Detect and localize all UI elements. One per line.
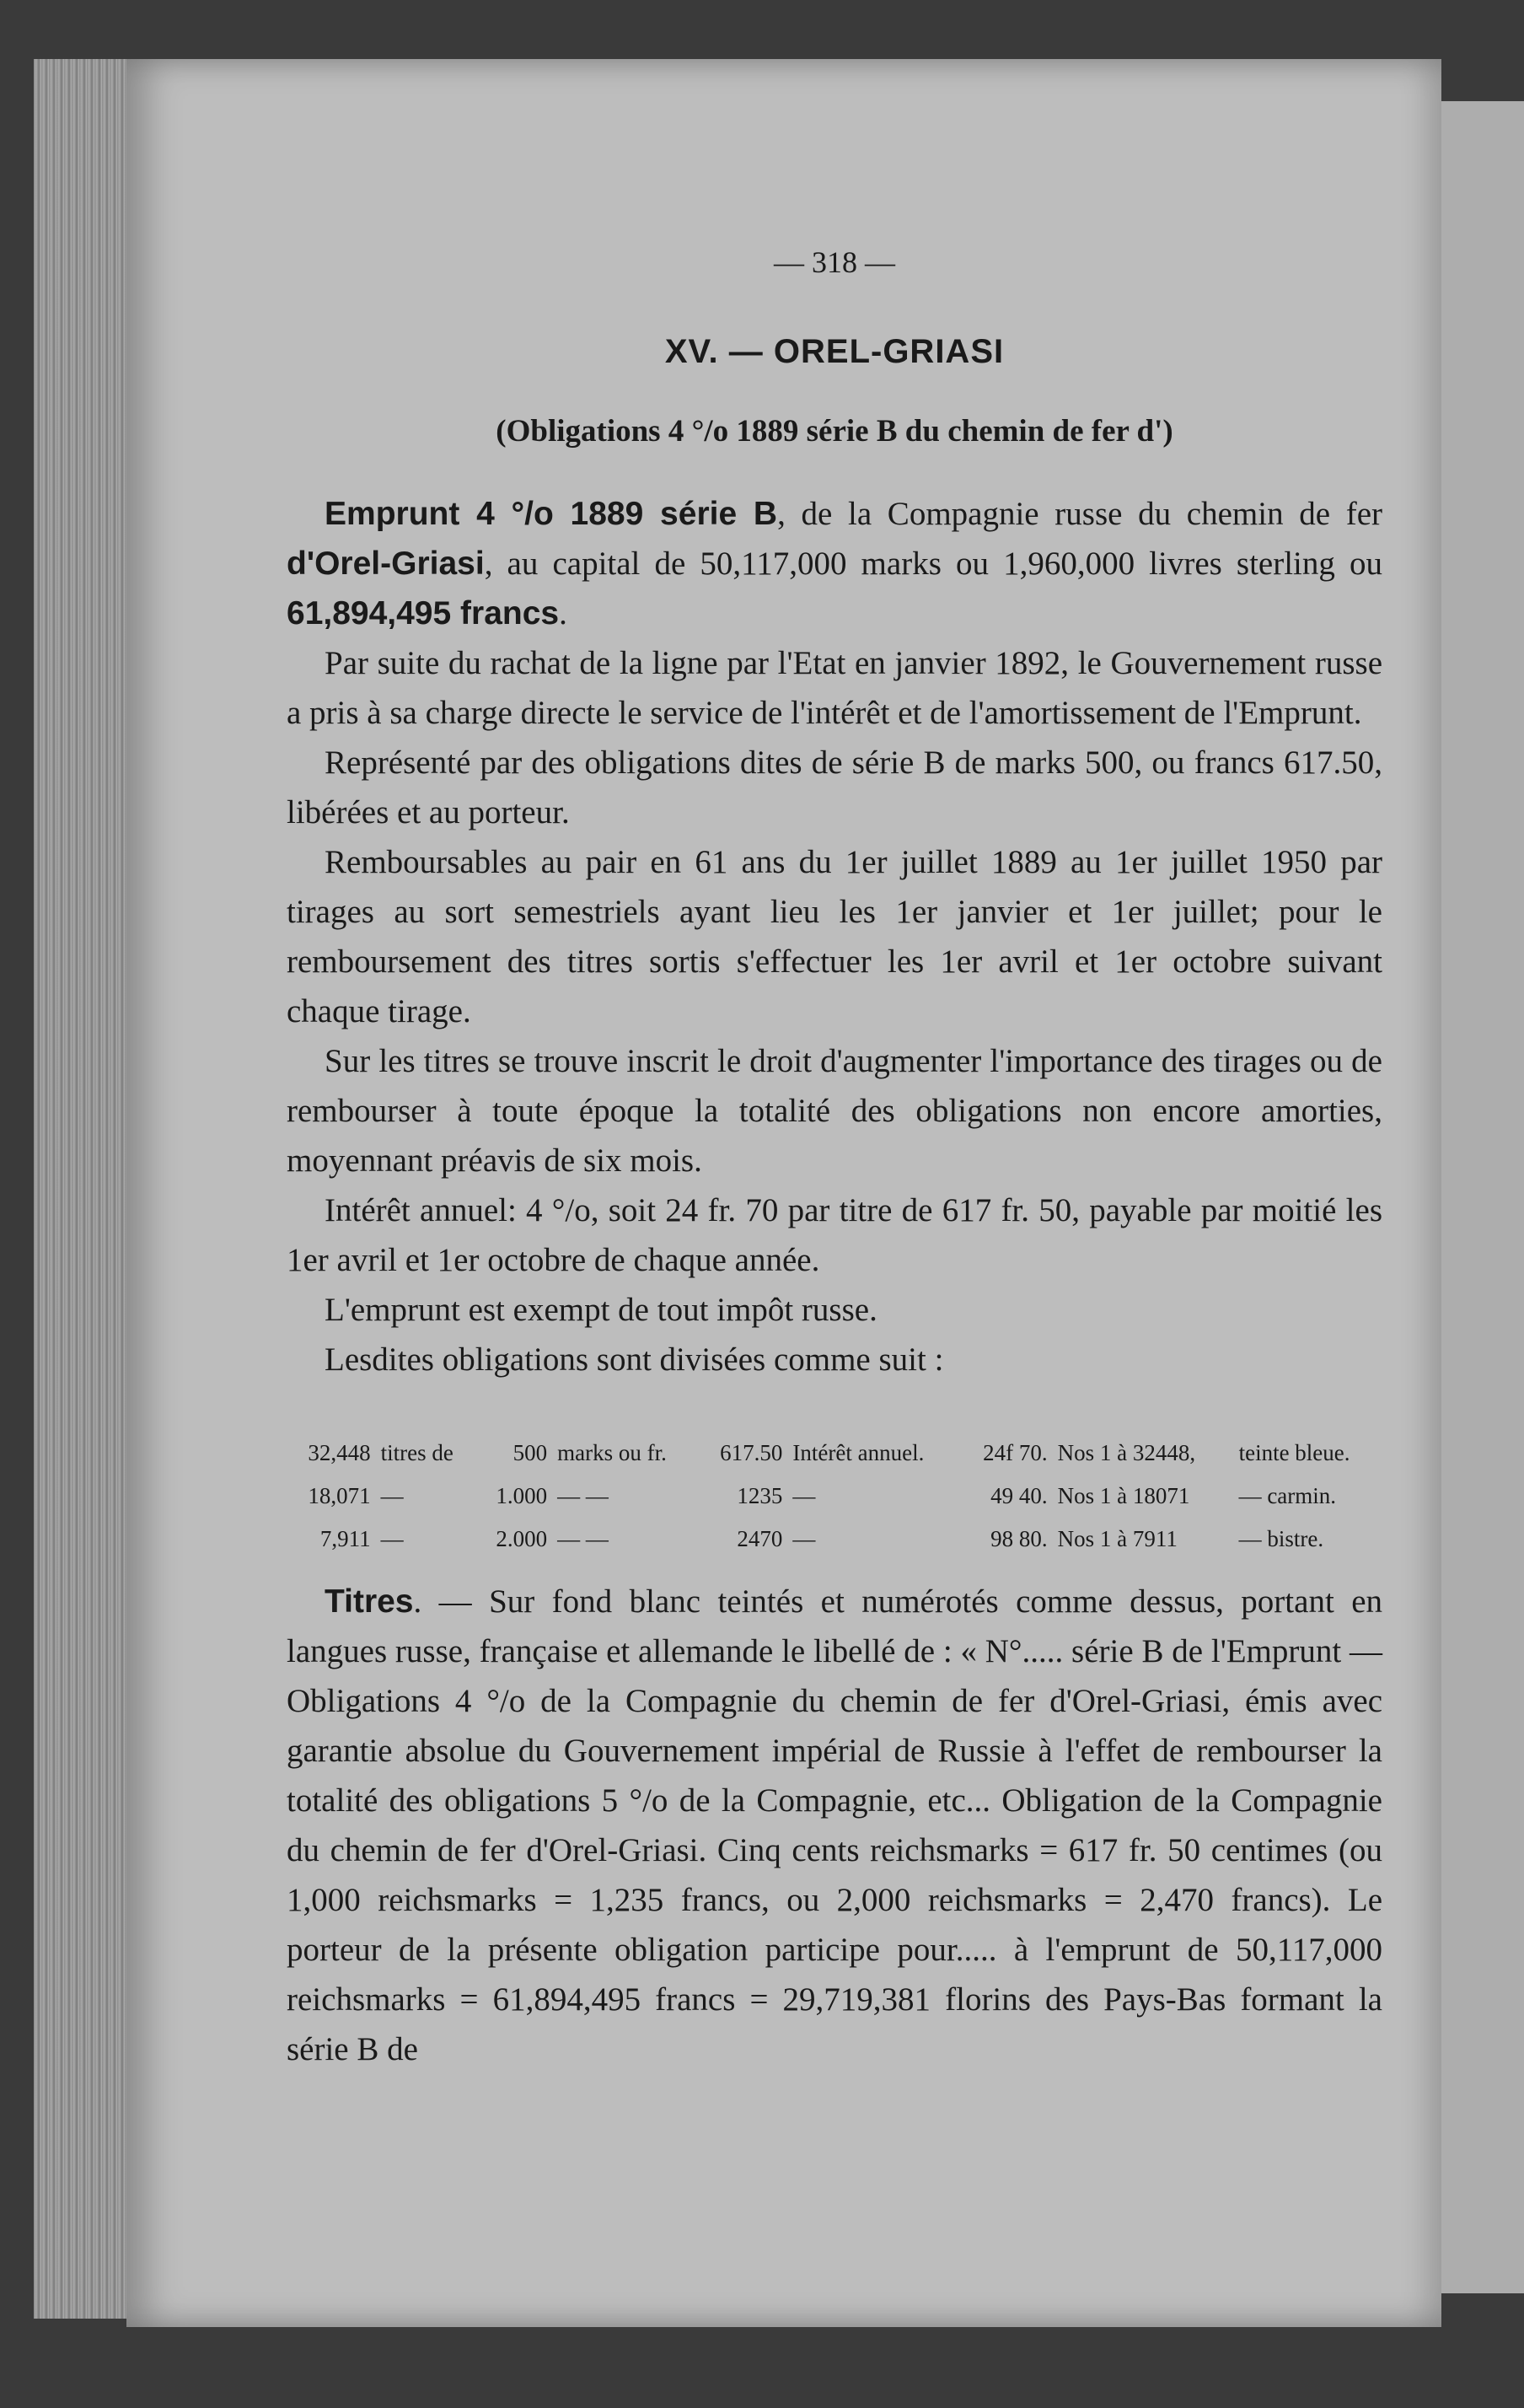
table-cell: marks ou fr. xyxy=(557,1440,667,1465)
table-cell: teinte bleue. xyxy=(1238,1440,1350,1465)
table-cell: 1.000 xyxy=(496,1483,548,1508)
paragraph-titres xyxy=(287,1577,1382,2074)
table-cell: 7,911 xyxy=(319,1526,371,1551)
paragraph-remboursables: Remboursables au pair en 61 ans du 1er juillet 1889 au 1er juillet 1950 par tirages au sort semestriels ayant lieu les 1er janvier et 1er juillet; pour le remboursement des titres sortis s'effectuer les 1er avril et 1er octobre suivant chaque tirage. xyxy=(287,844,1382,1029)
table-cell: — xyxy=(792,1483,816,1508)
table-cell: — — xyxy=(557,1483,609,1508)
book-page-edges xyxy=(34,59,135,2319)
book-page xyxy=(126,59,1441,2327)
table-cell: Intérêt annuel. xyxy=(792,1440,925,1465)
table-cell: — — xyxy=(557,1526,609,1551)
titres-text: . — Sur fond blanc teintés et numérotés comme dessus, portant en langues russe, française et allemande le libellé de : « N°..... série B de l'Emprunt — Obligations 4 °/o de la Compagnie du chemin de fer d'Orel-Griasi, émis avec garantie absolue du Gouvernement impérial de Russie à l'effet de rembourser la totalité des obligations 5 °/o de la Compagnie, etc... Obligation de la Compagnie du chemin de fer d'Orel-Griasi. Cinq cents reichsmarks = 617 fr. 50 centimes (ou 1,000 reichsmarks = 1,235 francs, ou 2,000 reichsmarks = 2,470 francs). Le porteur de la présente obligation participe pour..... à l'emprunt de 50,117,000 reichsmarks = 61,894,495 francs = 29,719,381 florins des Pays-Bas formant la série B de xyxy=(287,1583,1382,2067)
paragraph-divisees: Lesdites obligations sont divisées comme suit : xyxy=(325,1341,944,1378)
facing-page-edge xyxy=(1441,101,1524,2293)
paragraph-text: , au capital de 50,117,000 marks ou 1,960,000 livres sterling ou xyxy=(484,546,1382,582)
table-cell: 32,448 xyxy=(308,1440,371,1465)
table-cell: 1235 xyxy=(737,1483,783,1508)
paragraph-exempt: L'emprunt est exempt de tout impôt russe. xyxy=(325,1292,877,1328)
table-cell: Nos 1 à 18071 xyxy=(1057,1483,1190,1508)
paragraph-droit: Sur les titres se trouve inscrit le droit d'augmenter l'importance des tirages ou de rembourser à toute époque la totalité des obligations non encore amorties, moyennant préavis de six mois. xyxy=(287,1043,1382,1179)
table-cell: 49 40. xyxy=(990,1483,1048,1508)
table-row xyxy=(287,1475,1382,1518)
paragraph-represente: Représenté par des obligations dites de série B de marks 500, ou francs 617.50, libérées et au porteur. xyxy=(287,744,1382,830)
table-cell: 2.000 xyxy=(496,1526,548,1551)
section-subtitle: (Obligations 4 °/o 1889 série B du chemin de fer d') xyxy=(496,414,1173,449)
loan-name: Emprunt 4 °/o 1889 série B xyxy=(325,496,778,532)
company-name: d'Orel-Griasi xyxy=(287,546,485,582)
table-cell: — xyxy=(380,1526,404,1551)
obligations-table xyxy=(287,1432,1382,1561)
paragraph-text: , de la Compagnie russe du chemin de fer xyxy=(777,496,1383,532)
table-cell: 18,071 xyxy=(308,1483,371,1508)
table-cell: 2470 xyxy=(737,1526,783,1551)
paragraph-rachat: Par suite du rachat de la ligne par l'Etat en janvier 1892, le Gouvernement russe a pris à sa charge directe le service de l'intérêt et de l'amortissement de l'Emprunt. xyxy=(287,645,1382,731)
table-cell: 617.50 xyxy=(720,1440,783,1465)
table-cell: Nos 1 à 7911 xyxy=(1057,1526,1178,1551)
titres-heading: Titres xyxy=(325,1583,414,1620)
table-cell: titres de xyxy=(380,1440,453,1465)
table-cell: — xyxy=(792,1526,816,1551)
table-cell: — carmin. xyxy=(1238,1483,1337,1508)
table-cell: — bistre. xyxy=(1238,1526,1324,1551)
paragraph-emprunt xyxy=(287,489,1382,638)
table-cell: 500 xyxy=(512,1440,548,1465)
table-cell: — xyxy=(380,1483,404,1508)
loan-amount: 61,894,495 francs xyxy=(287,595,560,632)
page-number: — 318 — xyxy=(774,245,895,279)
body-text xyxy=(287,489,1382,1384)
section-title: XV. — OREL-GRIASI xyxy=(664,333,1005,370)
table-cell: 24f 70. xyxy=(983,1440,1048,1465)
titres-section xyxy=(287,1577,1382,2074)
table-row xyxy=(287,1518,1382,1561)
paragraph-interet: Intérêt annuel: 4 °/o, soit 24 fr. 70 par titre de 617 fr. 50, payable par moitié les 1er avril et 1er octobre de chaque année. xyxy=(287,1192,1382,1278)
table-cell: Nos 1 à 32448, xyxy=(1057,1440,1196,1465)
table-row xyxy=(287,1432,1382,1475)
paragraph-text: . xyxy=(559,595,567,632)
table-cell: 98 80. xyxy=(990,1526,1048,1551)
